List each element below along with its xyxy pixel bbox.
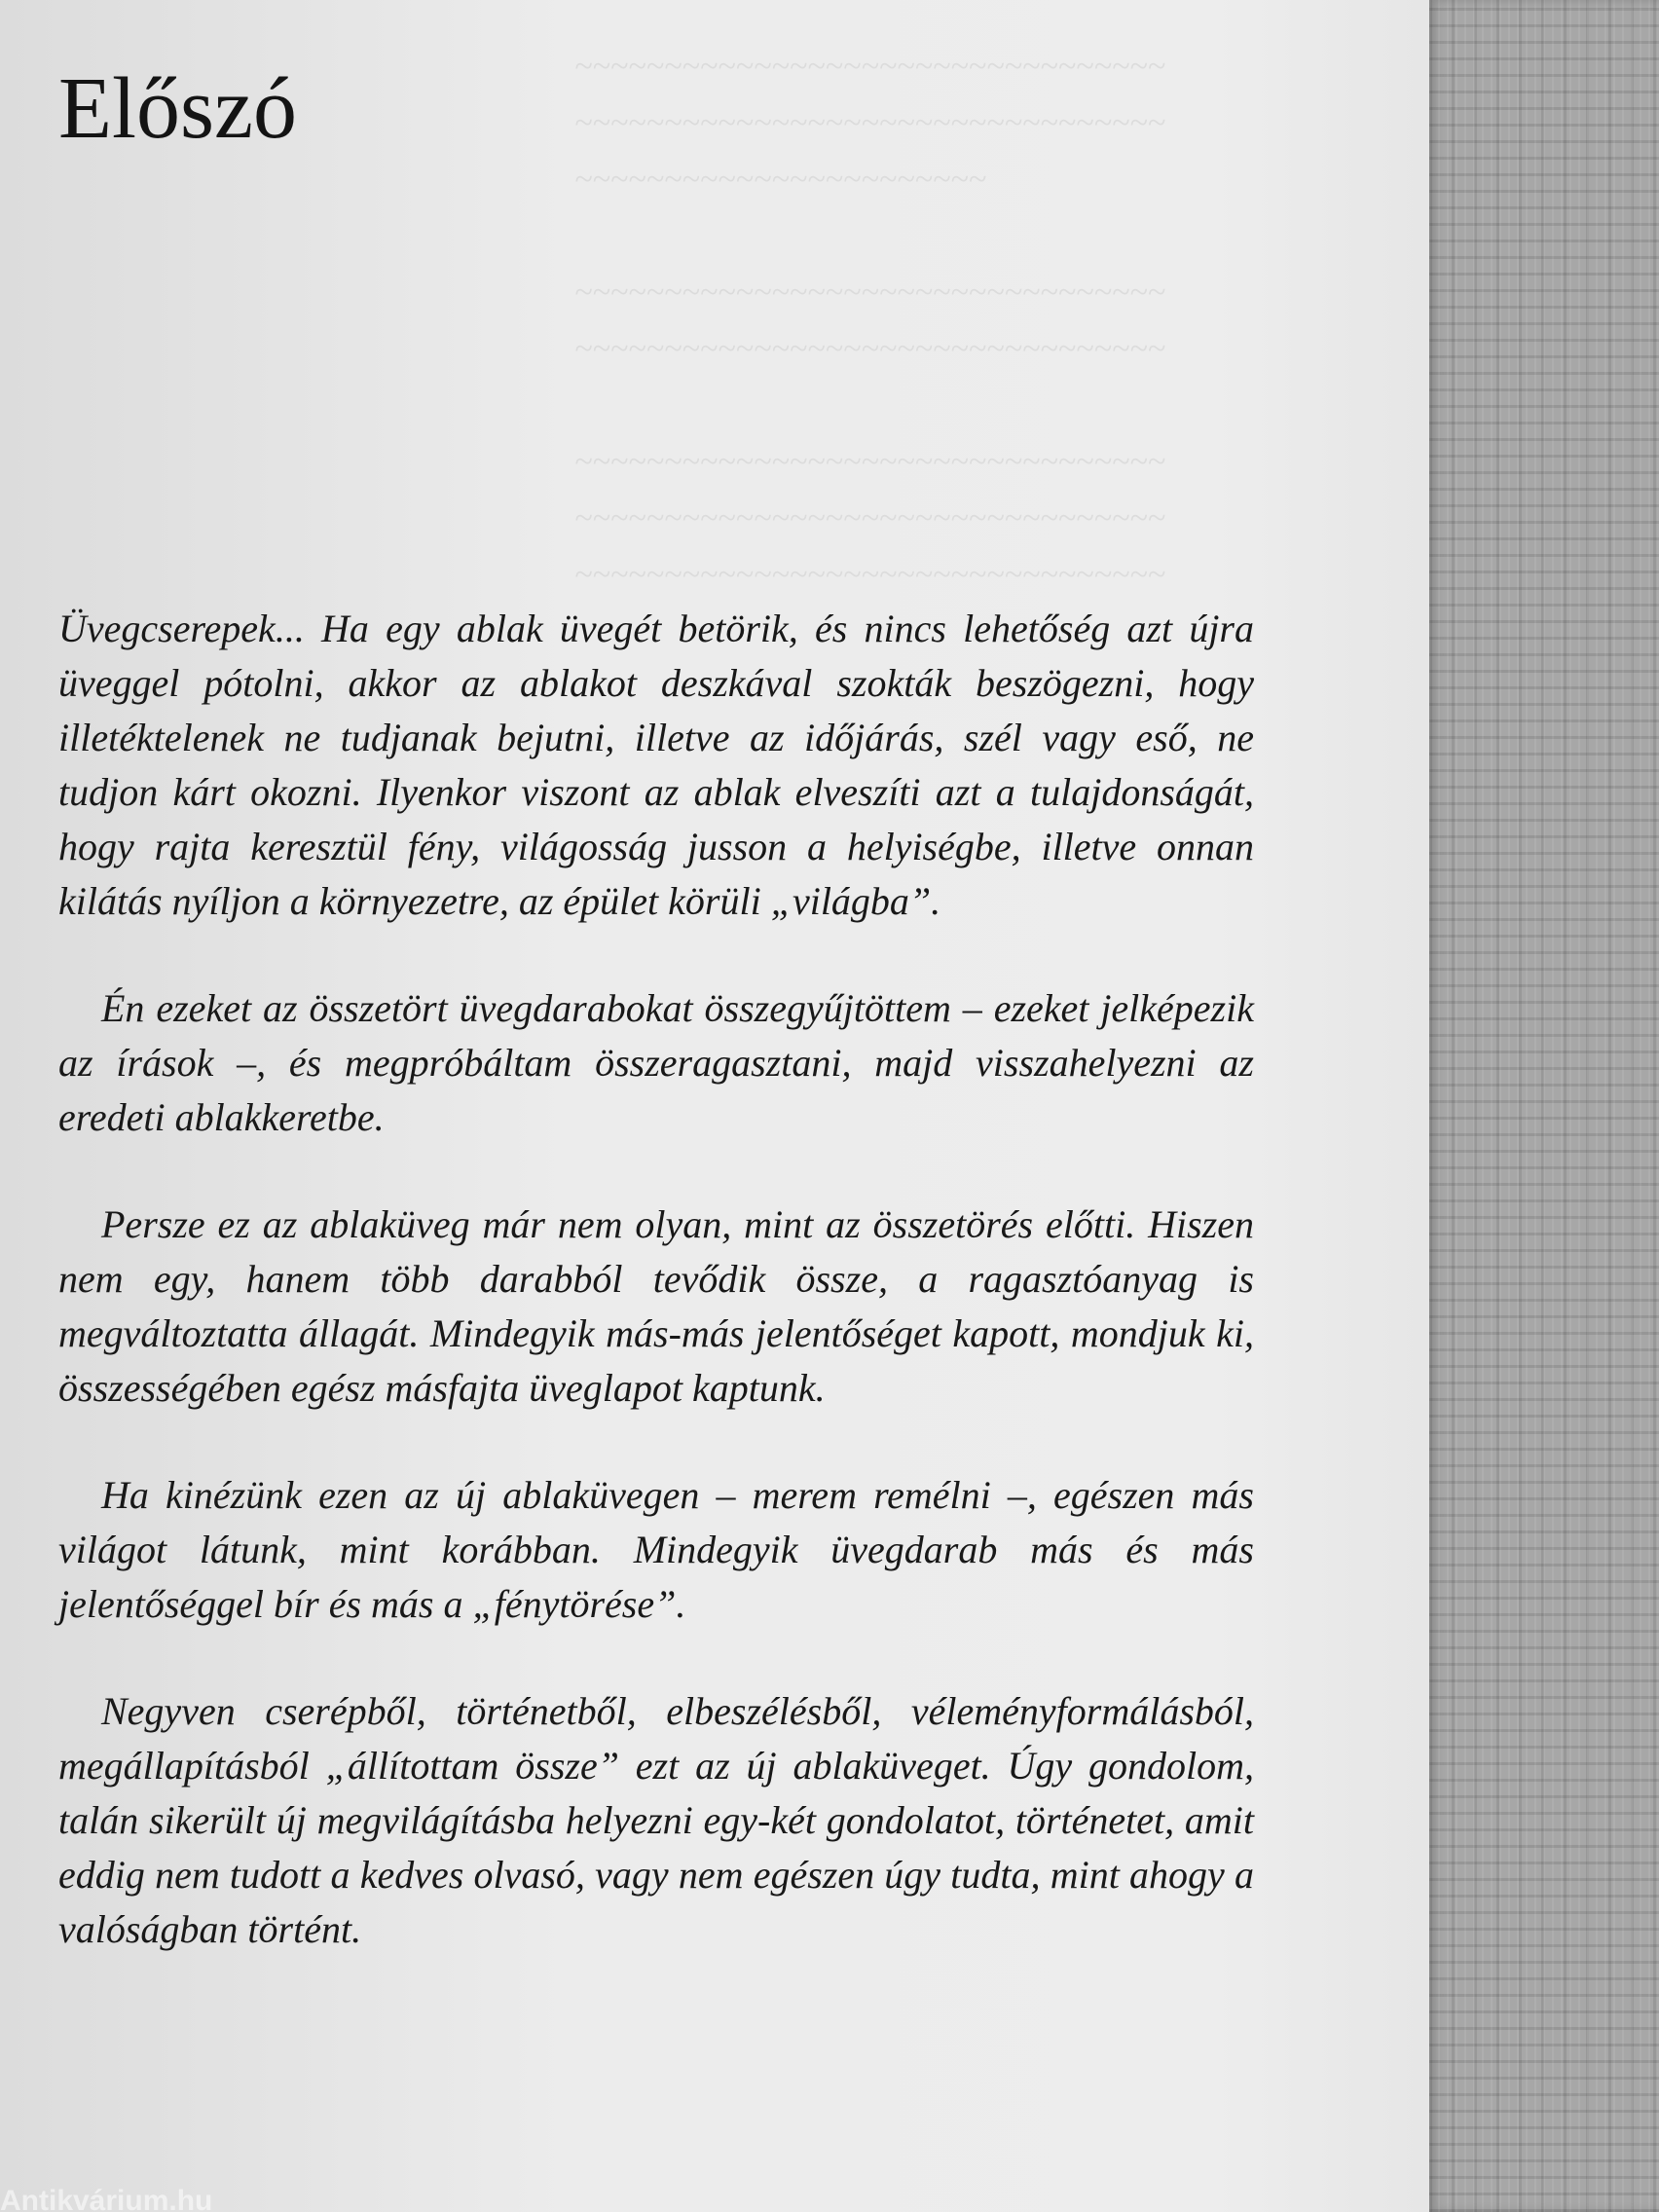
paragraph-1: Üvegcserepek... Ha egy ablak üvegét betörik, és nincs lehetőség azt újra üveggel pótolni, akkor az ablakot deszkával szokták beszögezni, hogy illetéktelenek ne tudjanak bejutni, illetve az időjárás, szél vagy eső, ne tudjon kárt okozni. Ilyenkor viszont az ablak elveszíti azt a tulajdonságát, hogy rajta keresztül fény, világosság jusson a helyiségbe, illetve onnan kilátás nyíljon a környezetre, az épület körüli „világba”.	[58, 607, 1254, 923]
paragraph-2: Én ezeket az összetört üvegdarabokat összegyűjtöttem – ezeket jelképezik az írások –, és megpróbáltam összeragasztani, majd visszahelyezni az eredeti ablakkeretbe.	[58, 986, 1254, 1139]
watermark: Antikvárium.hu	[0, 2185, 213, 2212]
paragraph-3: Persze ez az ablaküveg már nem olyan, mint az összetörés előtti. Hiszen nem egy, hanem több darabból tevődik össze, a ragasztóanyag is megváltoztatta állagát. Mindegyik más-más jelentőséget kapott, mondjuk ki, összességében egész másfajta üveglapot kaptunk.	[58, 1202, 1254, 1410]
paragraph-4: Ha kinézünk ezen az új ablaküvegen – merem remélni –, egészen más világot látunk, mint korábban. Mindegyik üvegdarab más és más jelentőséggel bír és más a „fénytörése”.	[58, 1473, 1254, 1626]
page-title: Előszó	[58, 60, 297, 157]
book-cover-edge	[1429, 0, 1659, 2212]
bleed-through-text: ~~~~~~~~~~~~~~~~~~~~~~~~~~~~~~~~~ ~~~~~~~~~~~~~~~~~~~~~~~~~~~~~~~~~ ~~~~~~~~~~~~~~~~~~~~~~~ ~~~~~~~~~~~~~~~~~~~~~~~~~~~~~~~~~ ~~~~~~~~~~~~~~~~~~~~~~~~~~~~~~~~~ ~~~~~~~~~~~~~~~~~~~~~~~~~~~~~~~~~ ~~~~~~~~~~~~~~~~~~~~~~~~~~~~~~~~~ ~~~~~~~~~~~~~~~~~~~~~~~~~~~~~~~~~	[574, 49, 1166, 593]
preface-body	[58, 602, 1254, 2009]
paragraph-5: Negyven cserépből, történetből, elbeszélésből, véleményformálásból, megállapításból „állítottam össze” ezt az új ablaküveget. Úgy gondolom, talán sikerült új megvilágításba helyezni egy-két gondolatot, történetet, amit eddig nem tudott a kedves olvasó, vagy nem egészen úgy tudta, mint ahogy a valóságban történt.	[58, 1689, 1254, 1951]
